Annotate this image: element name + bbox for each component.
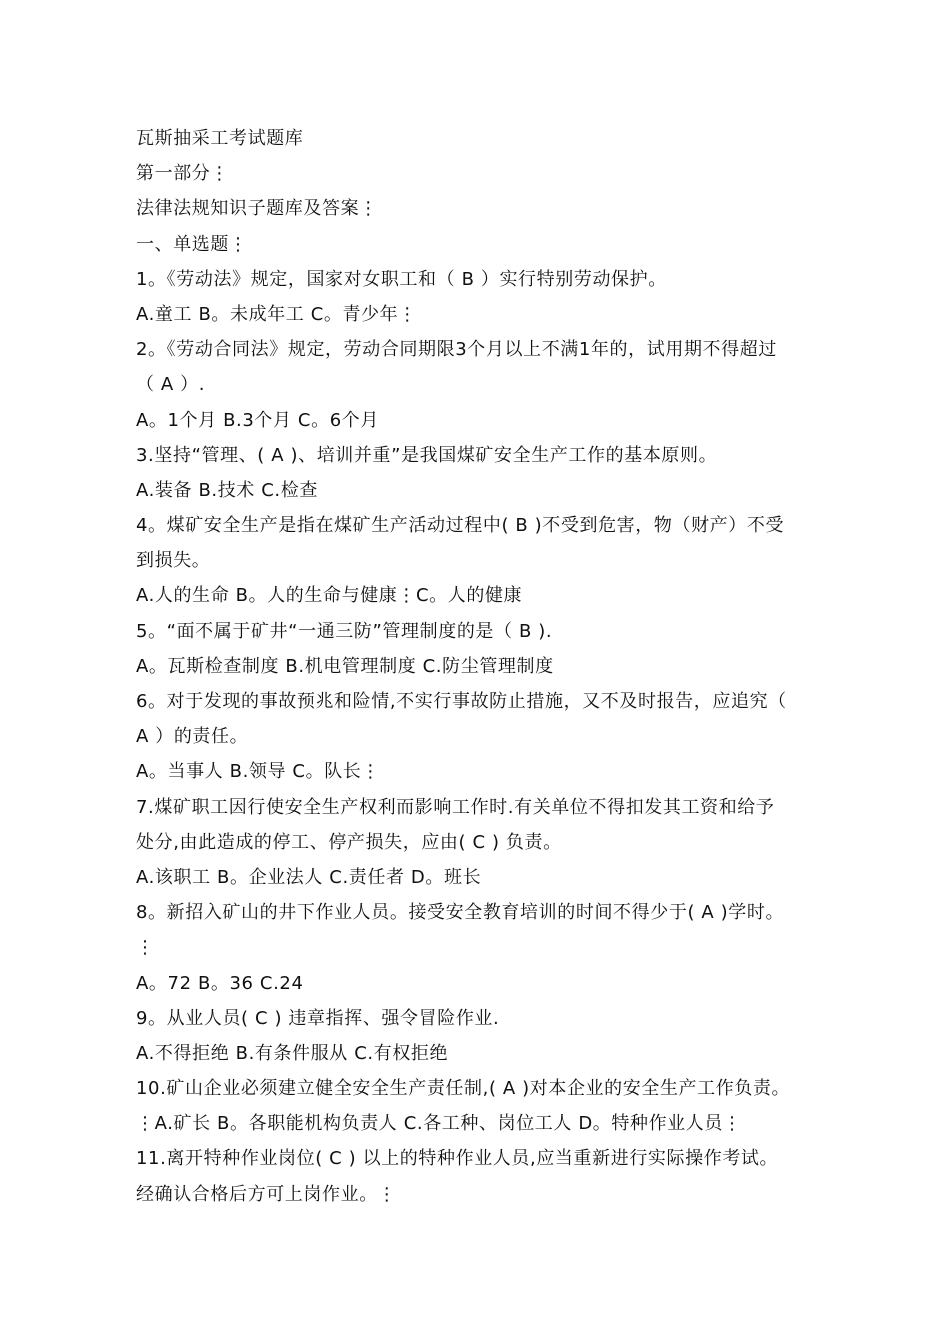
part-heading: 第一部分⋮ bbox=[136, 163, 229, 185]
question-type-heading: 一、单选题⋮ bbox=[136, 233, 248, 255]
question-7-options: A.该职工 B。企业法人 C.责任者 D。班长 bbox=[136, 866, 482, 888]
section-heading: 法律法规知识子题库及答案⋮ bbox=[136, 198, 378, 220]
document-body bbox=[136, 121, 826, 1212]
question-10: 10.矿山企业必须建立健全安全生产责任制,( A )对本企业的安全生产工作负责。 bbox=[136, 1078, 791, 1100]
question-8: 8。新招入矿山的井下作业人员。接受安全教育培训的时间不得少于( A )学时。 bbox=[136, 902, 785, 924]
question-2-options: A。1个月 B.3个月 C。6个月 bbox=[136, 409, 379, 431]
question-11: 11.离开特种作业岗位( C ) 以上的特种作业人员,应当重新进行实际操作考试。 bbox=[136, 1148, 779, 1170]
question-9-options: A.不得拒绝 B.有条件服从 C.有权拒绝 bbox=[136, 1042, 449, 1064]
question-4: 4。煤矿安全生产是指在煤矿生产活动过程中( B )不受到危害，物（财产）不受 bbox=[136, 515, 785, 537]
question-11-continued: 经确认合格后方可上岗作业。⋮ bbox=[136, 1183, 397, 1205]
question-7-continued: 处分,由此造成的停工、停产损失，应由( C ) 负责。 bbox=[136, 831, 562, 853]
question-8-options: A。72 B。36 C.24 bbox=[136, 972, 304, 994]
question-6-options: A。当事人 B.领导 C。队长⋮ bbox=[136, 761, 380, 783]
question-3-options: A.装备 B.技术 C.检查 bbox=[136, 479, 318, 501]
question-5: 5。“面不属于矿井“一通三防”管理制度的是（ B ). bbox=[136, 620, 553, 642]
question-1-options: A.童工 B。未成年工 C。青少年⋮ bbox=[136, 303, 417, 325]
question-1: 1。《劳动法》规定，国家对女职工和（ B ）实行特别劳动保护。 bbox=[136, 268, 667, 290]
question-6-continued: A ）的责任。 bbox=[136, 726, 249, 748]
question-5-options: A。瓦斯检查制度 B.机电管理制度 C.防尘管理制度 bbox=[136, 655, 554, 677]
question-3: 3.坚持“管理、( A )、培训并重”是我国煤矿安全生产工作的基本原则。 bbox=[136, 444, 718, 466]
question-7: 7.煤矿职工因行使安全生产权利而影响工作时.有关单位不得扣发其工资和给予 bbox=[136, 796, 775, 818]
question-2: 2。《劳动合同法》规定，劳动合同期限3个月以上不满1年的，试用期不得超过 bbox=[136, 339, 777, 361]
question-8-continued: ⋮ bbox=[136, 937, 155, 959]
question-4-options: A.人的生命 B。人的生命与健康⋮C。人的健康 bbox=[136, 585, 523, 607]
question-4-continued: 到损失。 bbox=[136, 550, 211, 572]
document-title: 瓦斯抽采工考试题库 bbox=[136, 128, 304, 149]
question-9: 9。从业人员( C ) 违章指挥、强令冒险作业. bbox=[136, 1007, 500, 1029]
question-2-continued: （ A ）. bbox=[136, 374, 206, 396]
question-6: 6。对于发现的事故预兆和险情,不实行事故防止措施，又不及时报告，应追究（ bbox=[136, 691, 787, 712]
question-10-options: ⋮A.矿长 B。各职能机构负责人 C.各工种、岗位工人 D。特种作业人员⋮ bbox=[136, 1113, 742, 1135]
